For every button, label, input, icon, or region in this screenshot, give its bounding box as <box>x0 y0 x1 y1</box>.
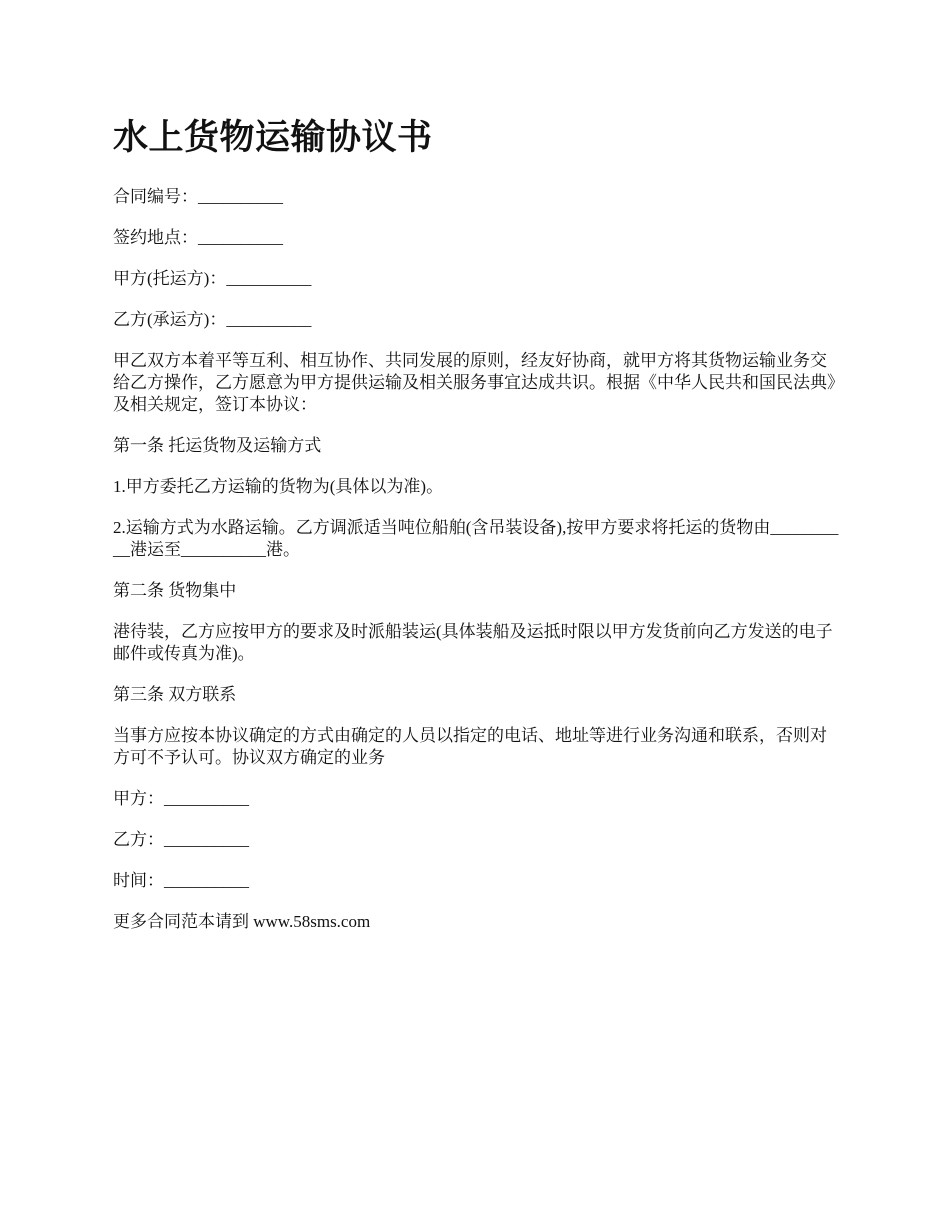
signing-place-field: 签约地点：__________ <box>113 228 283 247</box>
document-page <box>113 112 840 952</box>
party-b-carrier-field: 乙方(承运方)：__________ <box>113 310 312 329</box>
article-1-item-2: 2.运输方式为水路运输。乙方调派适当吨位船舶(含吊装设备),按甲方要求将托运的货物由__________港运至__________港。 <box>113 518 839 559</box>
article-3-heading: 第三条 双方联系 <box>113 685 237 704</box>
article-1-item-1: 1.甲方委托乙方运输的货物为(具体以为准)。 <box>113 477 444 496</box>
party-a-shipper-field: 甲方(托运方)：__________ <box>113 269 312 288</box>
article-3-body: 当事方应按本协议确定的方式由确定的人员以指定的电话、地址等进行业务沟通和联系，否则对方可不予认可。协议双方确定的业务 <box>113 726 827 767</box>
document-title: 水上货物运输协议书 <box>113 118 433 157</box>
footer-link-text: 更多合同范本请到 www.58sms.com <box>113 912 371 931</box>
party-b-signature-field: 乙方：__________ <box>113 830 249 849</box>
party-a-signature-field: 甲方：__________ <box>113 789 249 808</box>
contract-number-field: 合同编号：__________ <box>113 187 283 206</box>
article-2-body: 港待装，乙方应按甲方的要求及时派船装运(具体装船及运抵时限以甲方发货前向乙方发送的电子邮件或传真为准)。 <box>113 622 833 663</box>
intro-paragraph: 甲乙双方本着平等互利、相互协作、共同发展的原则，经友好协商，就甲方将其货物运输业务交给乙方操作，乙方愿意为甲方提供运输及相关服务事宜达成共识。根据《中华人民共和国民法典》及相关规定，签订本协议： <box>113 351 836 414</box>
article-2-heading: 第二条 货物集中 <box>113 581 237 600</box>
date-field: 时间：__________ <box>113 871 249 890</box>
article-1-heading: 第一条 托运货物及运输方式 <box>113 436 322 455</box>
